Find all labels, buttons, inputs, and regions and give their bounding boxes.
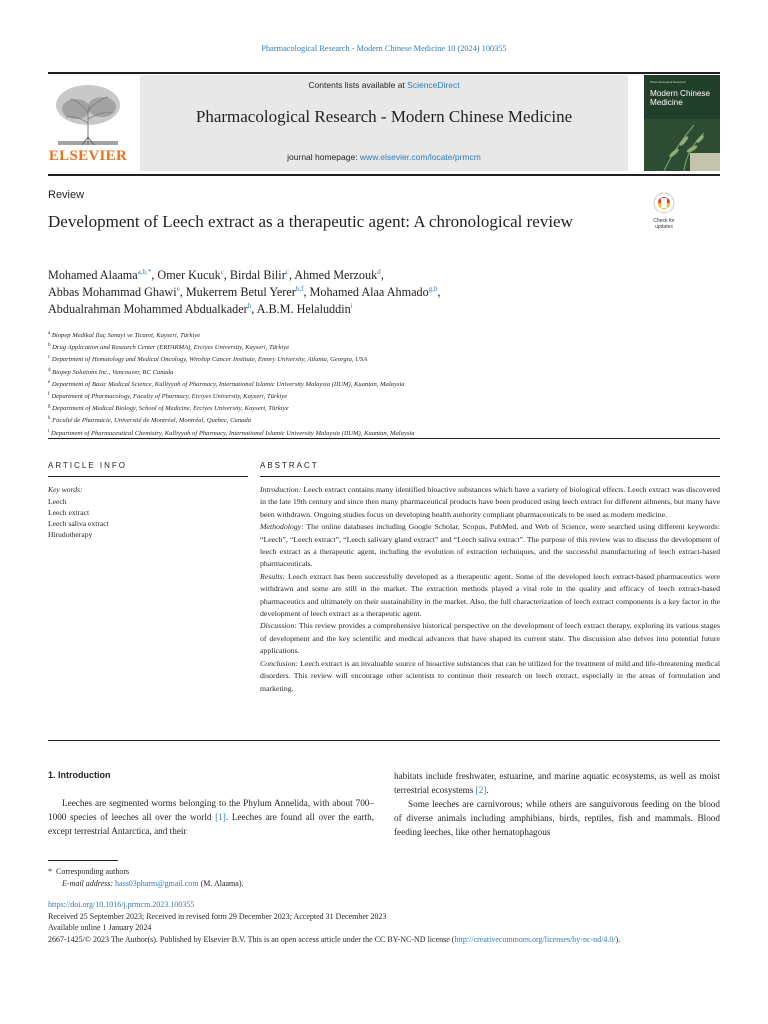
reference-link[interactable]: [2]: [475, 785, 487, 795]
section-divider: [48, 438, 720, 439]
abstract-section-text: Leech extract has been successfully developed as a therapeutic agent. Some of the developed leech extract-based pharmaceutics were withdrawn and some are still in the market. The extraction methods played a vital role in the quality and efficacy of leech extract-based pharmaceutics and ultimately on their sustainability in the market. Also, the full characterization of leech extract components is a key factor in the development of leech extract as a therapeutic agent.: [260, 571, 720, 619]
author-affiliation-mark[interactable]: h: [247, 301, 252, 310]
author-list: [48, 267, 648, 318]
license-link[interactable]: http://creativecommons.org/licenses/by-nc-nd/4.0/: [454, 934, 616, 944]
affiliation-key: f: [48, 391, 50, 397]
footnote-rule: [48, 860, 118, 861]
author-affiliation-mark[interactable]: g,b: [428, 284, 438, 293]
elsevier-wordmark: ELSEVIER: [48, 148, 128, 164]
contents-prefix: Contents lists available at: [308, 80, 408, 90]
abstract-section-label: Introduction:: [260, 485, 302, 494]
homepage-link[interactable]: www.elsevier.com/locate/prmcm: [359, 152, 481, 162]
affiliation-key: h: [48, 416, 51, 422]
body-paragraph: [48, 796, 374, 838]
affiliation-key: c: [48, 355, 51, 361]
article-info-rule: [48, 476, 248, 477]
author-name[interactable]: Birdal Bilir: [229, 268, 286, 282]
corresponding-note: [48, 866, 243, 878]
affiliation-item: [48, 414, 648, 426]
body-column-right: [394, 769, 720, 839]
affiliation-item: [48, 353, 648, 365]
affiliation-key: e: [48, 379, 51, 385]
author-affiliation-mark[interactable]: a,b,*: [137, 267, 152, 276]
abstract-body: [260, 484, 720, 695]
body-text: .: [486, 785, 489, 795]
author-affiliation-mark[interactable]: b,f: [295, 284, 304, 293]
license-text: 2667-1425/© 2023 The Author(s). Published by Elsevier B.V. This is an open access article under the CC BY-NC-ND license (: [48, 934, 455, 944]
section-divider: [48, 740, 720, 741]
affiliation-text: Biopep Solutions Inc., Vancouver, BC Canada: [52, 368, 174, 376]
abstract-section-text: Leech extract is an invaluable source of bioactive substances that can be utilized for the treatment of mild and life-threatening medical disorders. This review will encourage other scientists to continue their research on leech extract, especially in the areas of formulation and marketing.: [260, 658, 720, 693]
affiliation-key: g: [48, 404, 51, 410]
keyword-item: Leech saliva extract: [48, 519, 109, 528]
keywords-label: Key words:: [48, 485, 83, 494]
affiliation-item: [48, 341, 648, 353]
reference-link[interactable]: [1]: [215, 812, 226, 822]
cover-title: Modern Chinese Medicine: [650, 89, 711, 107]
author-separator: ,: [251, 302, 257, 316]
doi-link[interactable]: https://doi.org/10.1016/j.prmcm.2023.100355: [48, 900, 195, 909]
homepage-prefix: journal homepage:: [287, 152, 360, 162]
abstract-paragraph: [260, 571, 720, 621]
check-for-updates-label: Check for updates: [653, 218, 675, 230]
affiliation-key: b: [48, 343, 51, 349]
affiliation-text: Department of Pharmaceutical Chemistry, Kulliyyah of Pharmacy, International Islamic University Malaysia (IIUM), Kuantan, Malaysia: [51, 429, 415, 437]
author-name[interactable]: Abdualrahman Mohammed Abdualkader: [48, 302, 248, 316]
affiliation-item: [48, 378, 648, 390]
body-paragraph: Some leeches are carnivorous; while others are sanguivorous feeding on the blood of diverse animals including amphibians, birds, reptiles, fish and mammals. Blood feeding leeches, like other hematophagous: [394, 799, 720, 837]
publication-info: [48, 899, 720, 945]
body-text: . Leeches are found all over the earth, except terrestrial Antarctica, and their: [48, 812, 374, 836]
abstract-section-text: Leech extract contains many identified bioactive substances which have a variety of biological effects. Leech extract was discovered in the late 19th century and since then many pharmaceutical products have been produced using leech extract for different ailments, but many have been withdrawn. Ongoing studies focus on developing health authority compliant pharmaceuticals to be used as modern medicine.: [260, 485, 720, 519]
author-line-3: [48, 302, 353, 316]
affiliation-item: [48, 366, 648, 378]
author-affiliation-mark[interactable]: c: [220, 267, 224, 276]
abstract-paragraph: [260, 521, 720, 571]
author-name[interactable]: Mukerrem Betul Yerer: [185, 285, 296, 299]
email-owner: (M. Alaama).: [198, 879, 244, 888]
affiliation-item: [48, 390, 648, 402]
author-line-2: [48, 285, 440, 299]
abstract-paragraph: [260, 658, 720, 695]
keyword-item: Leech extract: [48, 508, 90, 517]
author-separator: ,: [179, 285, 186, 299]
abstract-section-label: Conclusion:: [260, 658, 299, 668]
cover-plant-illustration: [644, 119, 720, 171]
available-online: Available online 1 January 2024: [48, 923, 152, 932]
author-name[interactable]: Ahmed Merzouk: [294, 268, 378, 282]
author-name[interactable]: Mohamed Alaama: [48, 268, 138, 282]
author-separator: ,: [303, 285, 310, 299]
cover-small-text: Pharmacological Research: [650, 80, 686, 84]
license-statement: [48, 934, 720, 946]
abstract-section-label: Discussion:: [260, 621, 297, 631]
author-affiliation-mark[interactable]: e: [176, 284, 180, 293]
affiliation-text: Department of Hematology and Medical Oncology, Winship Cancer Institute, Emory University, Atlanta, Georgia, USA: [51, 356, 368, 364]
abstract-paragraph: [260, 484, 720, 521]
affiliation-text: Department of Basic Medical Science, Kulliyyah of Pharmacy, International Islamic University Malaysia (IIUM), Kuantan, Malaysia: [51, 380, 405, 388]
body-paragraph: [394, 769, 720, 797]
article-type-label: Review: [48, 189, 85, 201]
abstract-section-text: The online databases including Google Scholar, Scopus, PubMed, and Web of Science, were searched using different keywords: “Leech”, “Leech extract”, “Leech salivary gland extract” and “Leech saliva extract”. The purpose of this review was to discuss the development of leech extract as a therapeutic agent, including the evolution of extraction techniques, and the successful manufacturing of leech extract-based pharmaceuticals.: [260, 522, 720, 569]
affiliation-item: [48, 427, 648, 439]
abstract-paragraph: [260, 620, 720, 657]
abstract-section-label: Methodology:: [260, 522, 304, 532]
affiliation-text: Faculté de Pharmacie, Université de Montréal, Montréal, Quebec, Canada: [52, 417, 252, 425]
author-affiliation-mark[interactable]: d: [377, 267, 381, 276]
journal-title: Pharmacological Research - Modern Chinese Medicine: [195, 107, 573, 126]
keyword-item: Leech: [48, 497, 67, 506]
author-separator: ,: [151, 268, 158, 282]
keyword-item: Hirudotherapy: [48, 530, 93, 539]
author-separator: ,: [223, 268, 230, 282]
article-info-heading: ARTICLE INFO: [48, 461, 127, 470]
author-separator: ,: [288, 268, 295, 282]
author-affiliation-mark[interactable]: c: [285, 267, 289, 276]
email-link[interactable]: hass03pharm@gmail.com: [115, 879, 199, 888]
author-line-1: [48, 268, 384, 282]
affiliation-item: [48, 329, 648, 341]
footnote-mark: *: [48, 867, 52, 876]
author-name[interactable]: Mohamed Alaa Ahmado: [309, 285, 429, 299]
affiliation-text: Department of Medical Biology, School of Medicine, Erciyes University, Kayseri, Türkiye: [52, 405, 289, 413]
author-name[interactable]: A.B.M. Helaluddin: [256, 302, 351, 316]
corresponding-label: Corresponding authors: [56, 867, 130, 876]
affiliation-text: Drug Application and Research Center (ERFARMA), Erciyes University, Kayseri, Türkiye: [52, 344, 290, 352]
article-title: Development of Leech extract as a therapeutic agent: A chronological review: [48, 212, 573, 231]
abstract-heading: ABSTRACT: [260, 461, 319, 470]
affiliation-item: [48, 402, 648, 414]
abstract-section-text: This review provides a comprehensive historical perspective on the development of leech extract therapy, exploring its various stages of development and the key scientific and medical advances that have shaped its current state. The discussion also delves into potential future applications.: [260, 621, 720, 656]
check-for-updates-badge[interactable]: [648, 192, 680, 228]
author-name[interactable]: Omer Kucuk: [157, 268, 221, 282]
email-label: E-mail address:: [62, 879, 114, 888]
affiliation-key: a: [48, 331, 51, 336]
author-affiliation-mark[interactable]: i: [350, 301, 353, 310]
introduction-heading: 1. Introduction: [48, 770, 111, 780]
email-note: [48, 878, 243, 890]
sciencedirect-link[interactable]: ScienceDirect: [407, 80, 460, 90]
author-separator: ,: [380, 268, 384, 282]
journal-cover-image[interactable]: [644, 75, 720, 171]
affiliation-text: Department of Pharmacology, Faculty of Pharmacy, Erciyes University, Kayseri, Türkiye: [51, 393, 288, 401]
affiliation-text: Biopep Medikal Ilaç Sanayi ve Ticaret, Kayseri, Türkiye: [51, 332, 201, 340]
body-column-left: [48, 796, 374, 838]
header-bottom-rule: [48, 174, 720, 176]
affiliation-key: i: [48, 428, 50, 434]
author-separator: ,: [437, 285, 441, 299]
received-dates: Received 25 September 2023; Received in revised form 29 December 2023; Accepted 31 December 2023: [48, 911, 387, 921]
check-for-updates-icon: [653, 192, 675, 214]
affiliation-key: d: [48, 367, 51, 373]
journal-citation-link[interactable]: Pharmacological Research - Modern Chinese Medicine 10 (2024) 100355: [261, 44, 507, 53]
abstract-section-label: Results:: [260, 571, 286, 581]
keywords-list: [48, 496, 109, 540]
affiliation-list: [48, 329, 648, 439]
body-text: habitats include freshwater, estuarine, and marine aquatic ecosystems, as well as moist terrestrial ecosystems: [394, 771, 720, 795]
abstract-rule: [260, 476, 720, 477]
author-name[interactable]: Abbas Mohammad Ghawi: [48, 285, 177, 299]
license-suffix: ).: [615, 934, 621, 944]
body-text: Leeches are segmented worms belonging to the Phylum Annelida, with about 700–1000 species of leeches all over the world: [48, 798, 374, 822]
header-top-rule: [48, 72, 720, 74]
footnote: [48, 866, 243, 890]
homepage-line: [140, 152, 628, 162]
contents-line: [140, 80, 628, 90]
